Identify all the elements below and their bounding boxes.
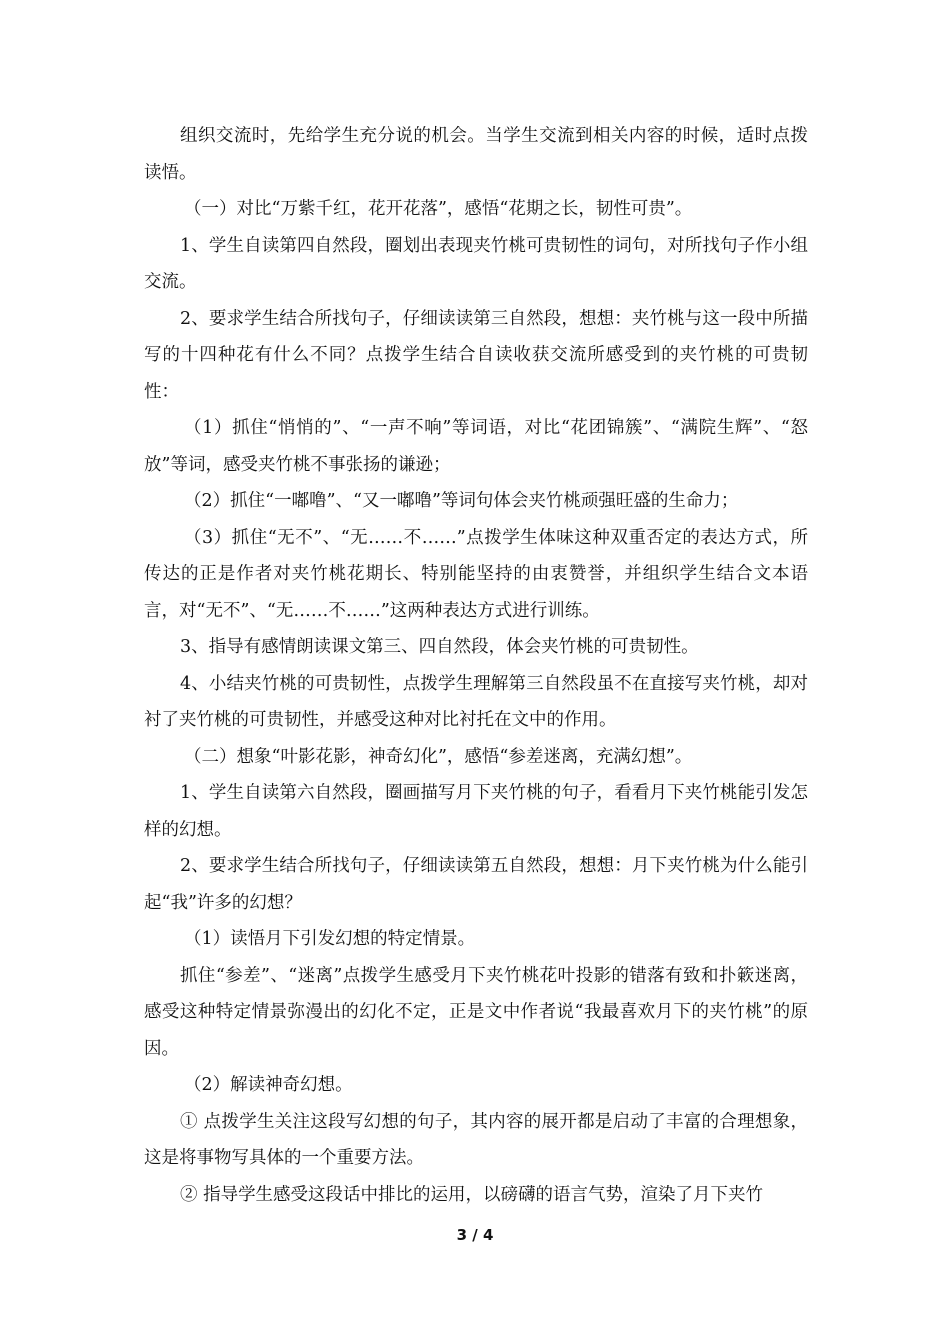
paragraph-14: 抓住“参差”、“迷离”点拨学生感受月下夹竹桃花叶投影的错落有致和扑簌迷离，感受这种特定情景弥漫出的幻化不定，正是文中作者说“我最喜欢月下的夹竹桃”的原因。 — [144, 965, 808, 1059]
paragraph-16: ① 点拨学生关注这段写幻想的句子，其内容的展开都是启动了丰富的合理想象，这是将事物写具体的一个重要方法。 — [144, 1111, 808, 1168]
page-number: 3 / 4 — [456, 1226, 494, 1244]
paragraph-8: 3、指导有感情朗读课文第三、四自然段，体会夹竹桃的可贵韧性。 — [180, 637, 699, 657]
section-heading-1: （一）对比“万紫千红，花开花落”，感悟“花期之长，韧性可贵”。 — [184, 199, 693, 219]
paragraph-17: ② 指导学生感受这段话中排比的运用，以磅礴的语言气势，渲染了月下夹竹 — [180, 1184, 764, 1205]
section-heading-2: （二）想象“叶影花影，神奇幻化”，感悟“参差迷离，充满幻想”。 — [184, 746, 693, 767]
paragraph-15: （2）解读神奇幻想。 — [184, 1075, 353, 1095]
paragraph-11: 1、学生自读第六自然段，圈画描写月下夹竹桃的句子，看看月下夹竹桃能引发怎样的幻想。 — [144, 783, 808, 840]
paragraph-1: 组织交流时，先给学生充分说的机会。当学生交流到相关内容的时候，适时点拨读悟。 — [144, 126, 808, 183]
paragraph-13: （1）读悟月下引发幻想的特定情景。 — [184, 929, 476, 949]
paragraph-4: 2、要求学生结合所找句子，仔细读读第三自然段，想想：夹竹桃与这一段中所描写的十四种花有什么不同？点拨学生结合自读收获交流所感受到的夹竹桃的可贵韧性： — [144, 308, 808, 402]
paragraph-7: （3）抓住“无不”、“无……不……”点拨学生体味这种双重否定的表达方式，所传达的正是作者对夹竹桃花期长、特别能坚持的由衷赞誉，并组织学生结合文本语言，对“无不”、“无……不……”这两种表达方式进行训练。 — [144, 527, 808, 621]
paragraph-3: 1、学生自读第四自然段，圈划出表现夹竹桃可贵韧性的词句，对所找句子作小组交流。 — [144, 235, 808, 292]
paragraph-5: （1）抓住“悄悄的”、“一声不响”等词语，对比“花团锦簇”、“满院生辉”、“怒放”等词，感受夹竹桃不事张扬的谦逊； — [144, 418, 808, 475]
body-text — [144, 118, 808, 1213]
paragraph-9: 4、小结夹竹桃的可贵韧性，点拨学生理解第三自然段虽不在直接写夹竹桃，却对衬了夹竹桃的可贵韧性，并感受这种对比衬托在文中的作用。 — [144, 673, 808, 730]
paragraph-12: 2、要求学生结合所找句子，仔细读读第五自然段，想想：月下夹竹桃为什么能引起“我”许多的幻想？ — [144, 856, 808, 913]
paragraph-6: （2）抓住“一嘟噜”、“又一嘟噜”等词句体会夹竹桃顽强旺盛的生命力； — [184, 491, 739, 511]
